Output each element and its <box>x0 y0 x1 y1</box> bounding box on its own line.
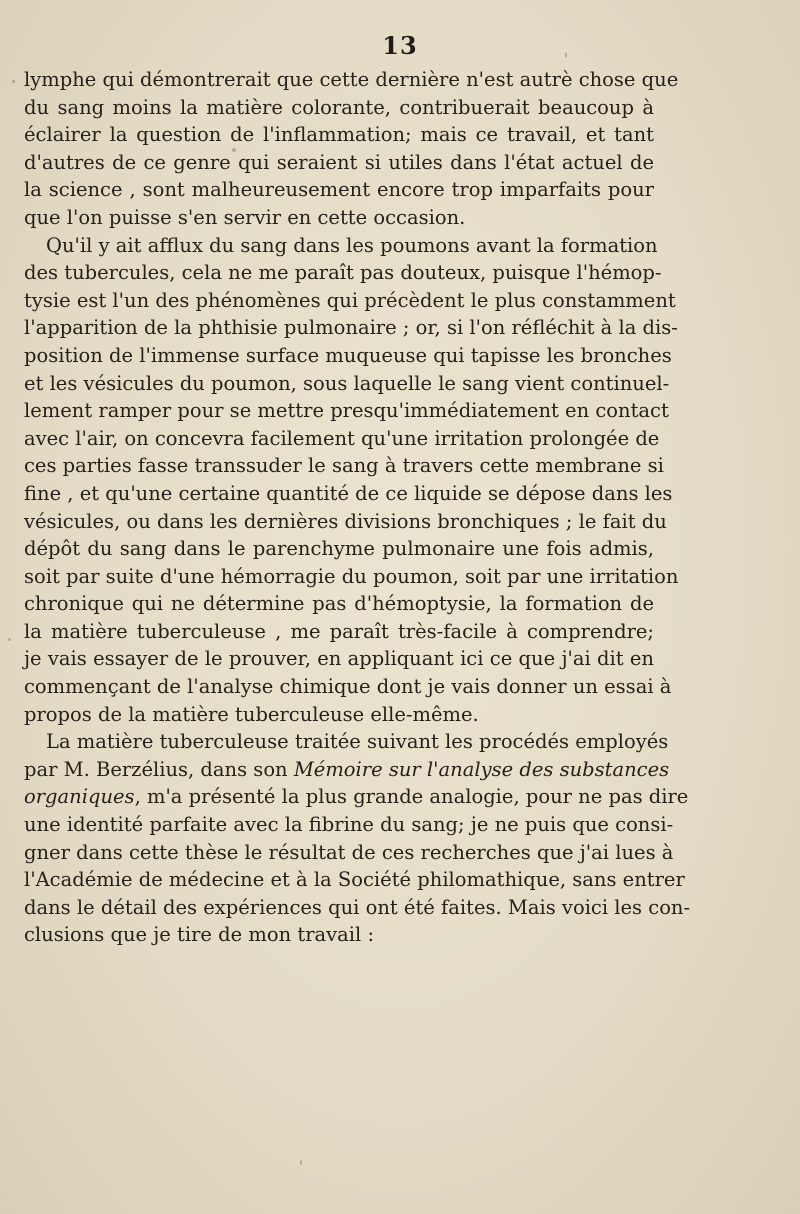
text-line: dans le détail des expériences qui ont été faites. Mais voici les con- <box>24 895 691 919</box>
paper-speck <box>8 638 11 641</box>
text-line: avec l'air, on concevra facilement qu'une irritation prolongée de <box>24 426 660 450</box>
text-line: la science , sont malheureusement encore trop imparfaits pour <box>24 178 654 202</box>
text-line: du sang moins la matière colorante, contribuerait beaucoup à <box>24 95 654 119</box>
text-line: des tubercules, cela ne me paraît pas douteux, puisque l'hémop- <box>24 261 662 285</box>
text-line: par M. Berzélius, dans son Mémoire sur l'analyse des substances <box>24 757 670 781</box>
paper-speck <box>565 52 567 58</box>
text-line: chronique qui ne détermine pas d'hémoptysie, la formation de <box>24 592 654 616</box>
text-line: soit par suite d'une hémorragie du poumon, soit par une irritation <box>24 564 679 588</box>
paragraph <box>24 232 679 729</box>
text-line: position de l'immense surface muqueuse qui tapisse les bronches <box>24 343 672 367</box>
text-line: je vais essayer de le prouver, en appliquant ici ce que j'ai dit en <box>24 647 654 671</box>
text-line: et les vésicules du poumon, sous laquelle le sang vient continuel- <box>24 371 670 395</box>
text-line: commençant de l'analyse chimique dont je vais donner un essai à <box>24 675 672 699</box>
paper-speck <box>300 1160 302 1165</box>
body-text <box>24 66 691 949</box>
text-line: d'autres de ce genre qui seraient si utiles dans l'état actuel de <box>24 150 654 174</box>
text-line: Qu'il y ait afflux du sang dans les poumons avant la formation <box>46 233 658 257</box>
text-line: La matière tuberculeuse traitée suivant les procédés employés <box>46 730 669 754</box>
text-line: propos de la matière tuberculeuse elle-même. <box>24 702 479 726</box>
paragraph <box>24 66 679 232</box>
text-line: la matière tuberculeuse , me paraît très-facile à comprendre; <box>24 619 654 643</box>
text-line: l'apparition de la phthisie pulmonaire ; or, si l'on réfléchit à la dis- <box>24 316 678 340</box>
text-line: que l'on puisse s'en servir en cette occasion. <box>24 205 466 229</box>
text-line: organiques, m'a présenté la plus grande analogie, pour ne pas dire <box>24 785 689 809</box>
page-number: 13 <box>382 31 418 60</box>
paper-speck <box>12 80 15 83</box>
paper-speck <box>232 148 236 152</box>
text-line: tysie est l'un des phénomènes qui précèdent le plus constamment <box>24 288 676 312</box>
text-line: lement ramper pour se mettre presqu'immédiatement en contact <box>24 399 669 423</box>
paragraph <box>24 728 691 949</box>
text-line: clusions que je tire de mon travail : <box>24 923 375 947</box>
text-line: éclairer la question de l'inflammation; mais ce travail, et tant <box>24 123 654 147</box>
text-line: vésicules, ou dans les dernières divisions bronchiques ; le fait du <box>24 509 667 533</box>
text-line: une identité parfaite avec la fibrine du sang; je ne puis que consi- <box>24 813 674 837</box>
text-line: ces parties fasse transsuder le sang à travers cette membrane si <box>24 454 664 478</box>
text-line: gner dans cette thèse le résultat de ces recherches que j'ai lues à <box>24 840 674 864</box>
text-line: l'Académie de médecine et à la Société philomathique, sans entrer <box>24 868 685 892</box>
text-line: lymphe qui démontrerait que cette dernière n'est autrè chose que <box>24 68 679 91</box>
text-line: dépôt du sang dans le parenchyme pulmonaire une fois admis, <box>24 537 654 561</box>
text-line: fine , et qu'une certaine quantité de ce liquide se dépose dans les <box>24 481 673 505</box>
